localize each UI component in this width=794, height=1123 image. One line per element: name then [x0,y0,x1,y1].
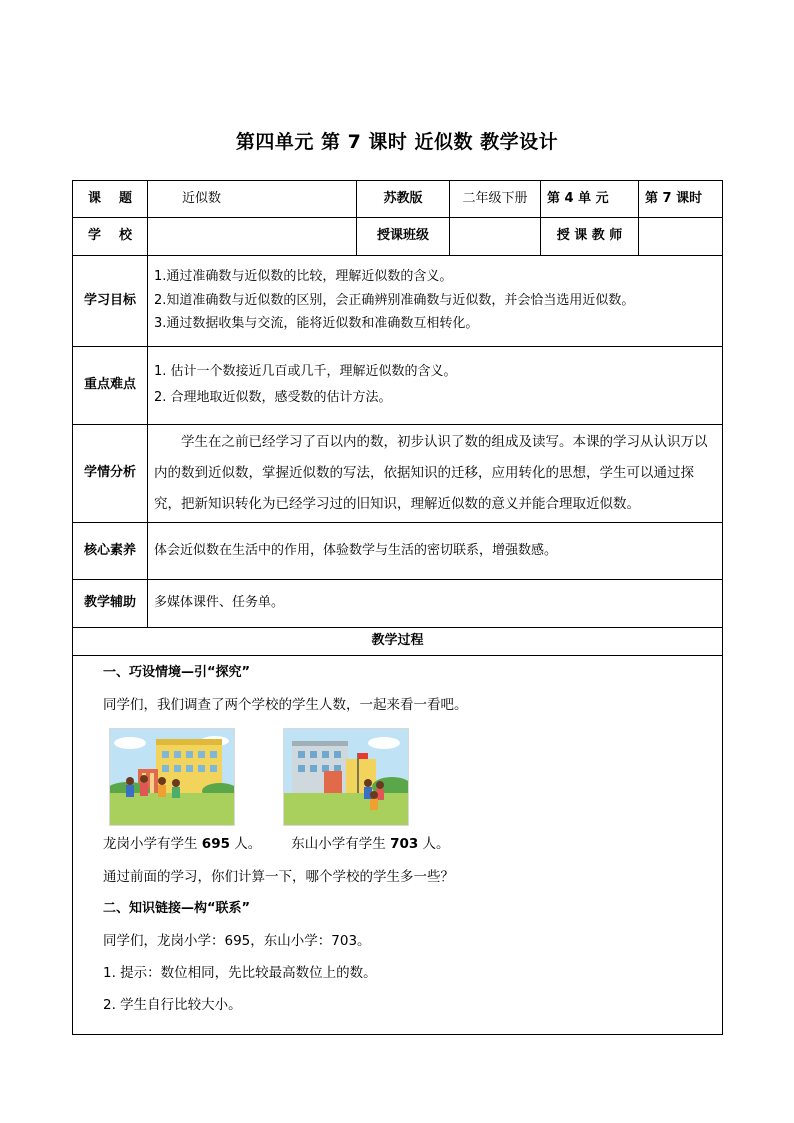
key-points-content [148,347,723,425]
longgang-caption-post: 人。 [229,836,262,852]
analysis-label: 学情分析 [73,425,148,523]
class-label: 授课班级 [357,218,450,256]
dongshan-caption-pre: 东山小学有学生 [291,836,391,852]
process-content [73,656,723,1035]
teacher-label: 授 课 教 师 [541,218,639,256]
literacy-label: 核心素养 [73,523,148,580]
topic-label: 课 题 [73,181,148,218]
aids-content: 多媒体课件、任务单。 [148,580,723,628]
school-captions [103,836,708,854]
key-point-item: 2. 合理地取近似数，感受数的估计方法。 [154,390,392,405]
process-header: 教学过程 [73,628,723,656]
section2-intro: 同学们，龙岗小学：695，东山小学：703。 [103,932,371,949]
section2-title: 二、知识链接—构“联系” [103,900,251,916]
row-key-points [73,347,723,425]
row-topic [73,181,723,218]
class-value[interactable] [450,218,541,256]
question-text: 通过前面的学习，你们计算一下，哪个学校的学生多一些？ [103,868,454,885]
lesson-cell: 第 7 课时 [639,181,723,218]
longgang-caption-pre: 龙岗小学有学生 [103,836,202,852]
step-2: 2. 学生自行比较大小。 [103,996,242,1013]
unit-cell: 第 4 单 元 [541,181,639,218]
teacher-value[interactable] [639,218,723,256]
row-process-header [73,628,723,656]
key-points-label: 重点难点 [73,347,148,425]
row-goals [73,256,723,347]
row-analysis [73,425,723,523]
goals-label: 学习目标 [73,256,148,347]
document-title: 第四单元 第 7 课时 近似数 教学设计 [235,131,559,153]
literacy-content: 体会近似数在生活中的作用，体验数学与生活的密切联系，增强数感。 [148,523,723,580]
grade-cell: 二年级下册 [450,181,541,218]
topic-text: 近似数 [182,190,222,206]
dongshan-count: 703 [390,836,419,852]
lesson-plan-table [72,180,723,1035]
goal-item: 1.通过准确数与近似数的比较，理解近似数的含义。 [154,268,453,284]
section1-intro: 同学们，我们调查了两个学校的学生人数，一起来看一看吧。 [103,697,468,713]
goals-content [148,256,723,347]
dongshan-caption-post: 人。 [418,836,450,852]
topic-value [148,181,357,218]
goal-item: 2.知道准确数与近似数的区别，会正确辨别准确数与近似数，并会恰当选用近似数。 [154,292,635,308]
step-1: 1. 提示：数位相同，先比较最高数位上的数。 [103,964,377,981]
analysis-content [148,425,723,523]
school-label: 学 校 [73,218,148,256]
aids-label: 教学辅助 [73,580,148,628]
longgang-school-illustration [109,728,235,826]
longgang-count: 695 [201,836,230,852]
school-pictures [109,728,708,826]
analysis-text: 学生在之前已经学习了百以内的数，初步认识了数的组成及读写。本课的学习从认识万以内的数到近似数，掌握近似数的写法，依据知识的迁移，应用转化的思想，学生可以通过探究，把新知识转化为已经学习过的旧知识，理解近似数的意义并能合理取近似数。 [154,434,708,512]
row-process [73,656,723,1035]
goal-item: 3.通过数据收集与交流，能将近似数和准确数互相转化。 [154,316,479,332]
school-value[interactable] [148,218,357,256]
row-literacy [73,523,723,580]
section1-title: 一、巧设情境—引“探究” [103,665,251,680]
dongshan-school-illustration [283,728,409,826]
dongshan-caption [291,836,449,854]
row-school [73,218,723,256]
key-point-item: 1. 估计一个数接近几百或几千，理解近似数的含义。 [154,364,457,380]
publisher-cell: 苏教版 [357,181,450,218]
row-aids [73,580,723,628]
longgang-caption [103,836,261,854]
